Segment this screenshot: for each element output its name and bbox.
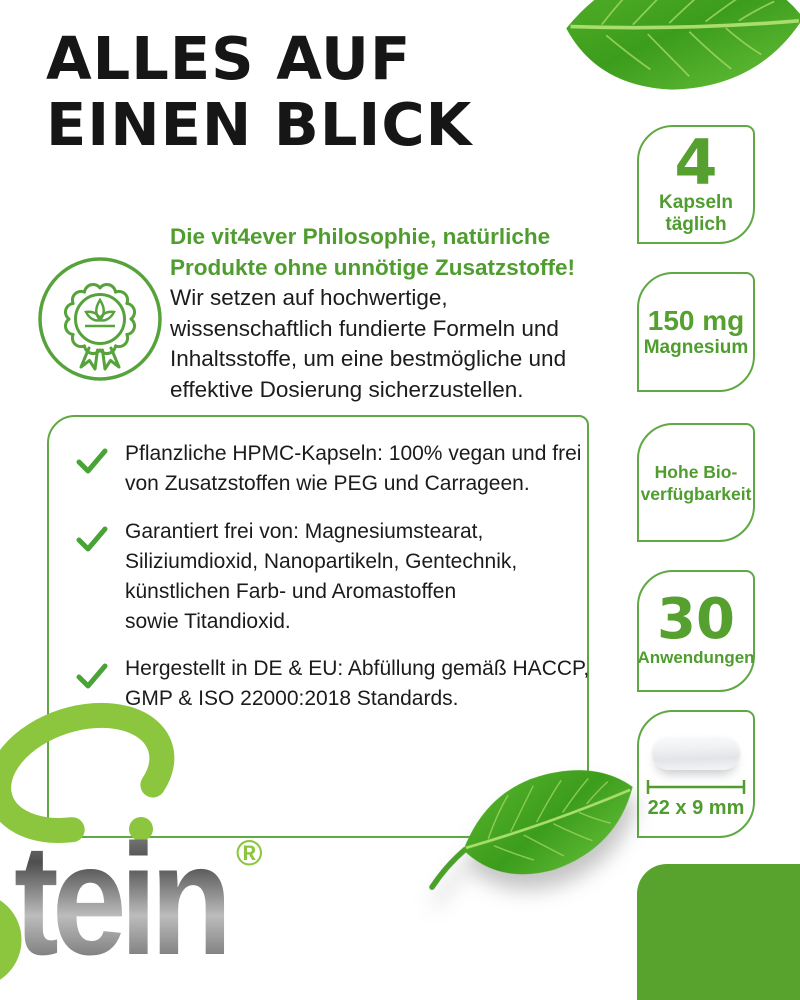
checklist-item: [75, 517, 577, 637]
stat-value: 4: [674, 125, 718, 199]
checkmark-icon: [75, 446, 109, 476]
checklist-item-text: Pflanzliche HPMC-Kapseln: 100% vegan und frei von Zusatzstoffen wie PEG und Carrageen.: [125, 442, 582, 495]
philosophy-body: Wir setzen auf hochwertige, wissenschaftlich fundierte Formeln und Inhaltsstoffe, um eine bestmögliche und effektive Dosierung sicherzustellen.: [170, 285, 567, 402]
capsule-dimension-label: 22 x 9 mm: [647, 797, 745, 819]
stat-label: Anwendungen: [637, 648, 755, 667]
philosophy-block: [170, 221, 595, 405]
stat-box-magnesium: [637, 272, 755, 392]
philosophy-highlight: Die vit4ever Philosophie, natürliche Produkte ohne unnötige Zusatzstoffe!: [170, 224, 575, 280]
stat-value: 150 mg: [647, 305, 745, 336]
brand-wordmark: tein: [14, 812, 226, 988]
leaf-photo-top-right: [555, 0, 800, 119]
page-title: ALLES AUF EINEN BLICK: [46, 24, 473, 159]
stat-label: Magnesium: [643, 337, 749, 358]
checklist-item-text: Garantiert frei von: Magnesiumstearat, Siliziumdioxid, Nanopartikeln, Gentechnik, künstlichen Farb- und Aromastoffen sowie Titandioxid.: [125, 520, 518, 633]
stat-label: Kapseln täglich: [659, 191, 733, 235]
stat-box-daily-capsules: [637, 125, 755, 244]
checkmark-icon: [75, 524, 109, 554]
measure-ruler-icon: [644, 778, 748, 796]
stat-label: Hohe Bio- verfügbarkeit: [640, 461, 752, 504]
capsule-image: [651, 734, 741, 770]
checklist-item: [75, 439, 582, 499]
green-corner-box: [637, 864, 800, 1000]
stat-box-applications: [637, 570, 755, 692]
quality-badge-icon: [37, 256, 163, 382]
stat-box-capsule-size: [637, 710, 755, 838]
checkmark-icon: [75, 661, 109, 691]
checklist-item-text: Hergestellt in DE & EU: Abfüllung gemäß HACCP, GMP & ISO 22000:2018 Standards.: [125, 657, 590, 710]
registered-trademark-symbol: ®: [236, 832, 263, 873]
stat-value: 30: [657, 587, 735, 652]
stat-box-bioavailability: [637, 423, 755, 542]
